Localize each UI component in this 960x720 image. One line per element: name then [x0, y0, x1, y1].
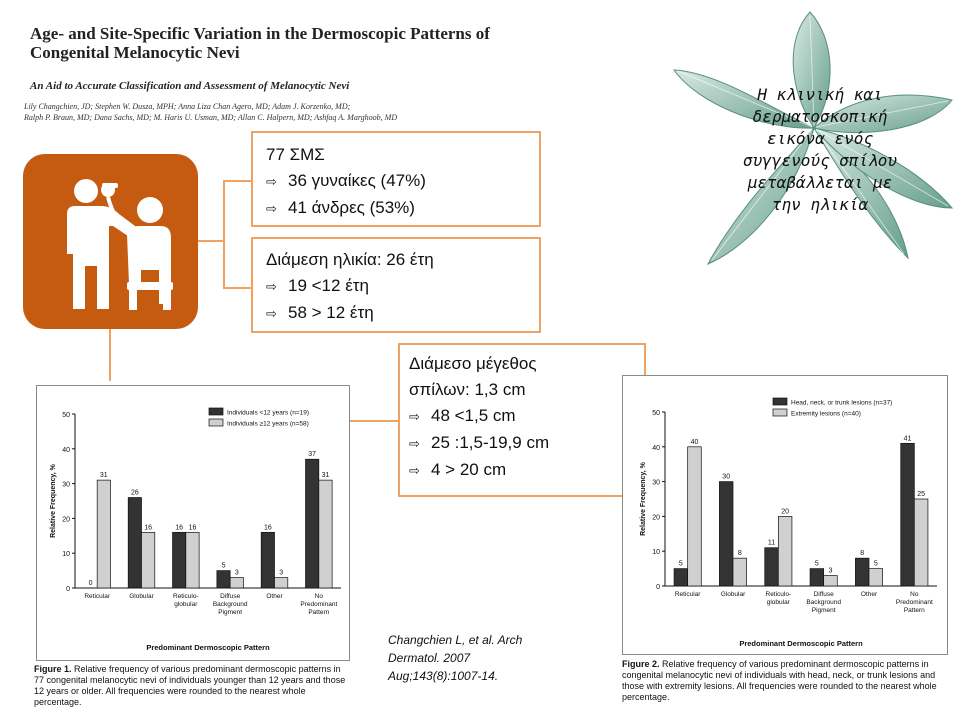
data-label: 5	[678, 560, 683, 568]
box3-small: ⇨ 48 <1,5 cm	[409, 403, 644, 430]
bar	[142, 532, 155, 588]
x-axis-title: Predominant Dermoscopic Pattern	[146, 643, 270, 652]
bar	[824, 576, 838, 586]
y-tick-label: 20	[62, 516, 70, 524]
data-label: 37	[308, 451, 317, 459]
bar	[810, 569, 824, 586]
doctor-patient-stethoscope-icon	[23, 154, 198, 329]
bar	[719, 482, 733, 586]
x-tick-label: Reticular	[674, 591, 701, 598]
data-label: 16	[144, 524, 153, 532]
connector-icon-fig1	[109, 329, 111, 381]
x-tick-label: No	[314, 593, 323, 600]
y-axis-title: Relative Frequency, %	[640, 462, 647, 536]
legend-label: Extremity lesions (n=40)	[791, 410, 861, 418]
figure-1-chart	[37, 386, 349, 660]
figure-1-panel	[36, 385, 350, 661]
authors-line-2: Ralph P. Braun, MD; Dana Sachs, MD; M. Haris U. Usman, MD; Allan C. Halpern, MD; Ashfaq A. Marghoob, MD	[24, 113, 398, 122]
doctor-icon-tile	[23, 154, 198, 329]
bar	[869, 569, 883, 586]
citation-line-1: Changchien L, et al. Arch	[388, 633, 523, 647]
data-label: 16	[263, 524, 272, 532]
citation-line-2: Dermatol. 2007	[388, 651, 471, 665]
x-tick-label: Reticulo-	[765, 591, 792, 598]
paper-title: Age- and Site-Specific Variation in the Dermoscopic Patterns of Congenital Melanocytic Nevi	[30, 24, 490, 62]
box2-over-12: ⇨ 58 > 12 έτη	[266, 300, 539, 327]
stats-box-sex	[251, 131, 541, 227]
stats-box-age	[251, 237, 541, 333]
flower-line-1: Η κλινική και	[757, 85, 883, 104]
bar	[97, 480, 110, 588]
figure-2-caption-label: Figure 2.	[622, 659, 660, 669]
open-right-arrow-icon: ⇨	[266, 201, 277, 216]
bar	[778, 516, 792, 586]
x-tick-label: Diffuse	[813, 591, 834, 598]
connector-bracket-v	[223, 180, 225, 288]
stats-box-size	[398, 343, 646, 497]
bar	[688, 447, 702, 586]
open-right-arrow-icon: ⇨	[409, 463, 420, 478]
box3-medium: ⇨ 25 :1,5-19,9 cm	[409, 430, 644, 457]
data-label: 25	[917, 491, 926, 498]
x-tick-label: Predominant	[300, 601, 338, 608]
figure-2-caption	[622, 659, 952, 703]
bar	[275, 578, 288, 588]
data-label: 8	[737, 550, 742, 558]
box1-women: ⇨ 36 γυναίκες (47%)	[266, 168, 539, 195]
x-tick-label: Other	[266, 593, 283, 600]
y-tick-label: 0	[66, 586, 70, 593]
y-tick-label: 50	[652, 410, 660, 417]
x-tick-label: Pigment	[218, 609, 243, 616]
data-label: 8	[860, 550, 865, 558]
box3-large: ⇨ 4 > 20 cm	[409, 457, 644, 484]
connector-icon-box1-h	[198, 240, 224, 242]
box3-median-size-1: Διάμεσο μέγεθος	[409, 354, 537, 373]
flower-line-3: εικόνα ενός	[767, 129, 873, 148]
x-tick-label: globular	[174, 601, 198, 608]
x-tick-label: Pigment	[811, 607, 836, 614]
bar	[733, 558, 747, 586]
data-label: 20	[781, 508, 790, 516]
legend-label: Head, neck, or trunk lesions (n=37)	[791, 399, 893, 407]
bar	[186, 532, 199, 588]
flower-line-6: την ηλικία	[771, 195, 869, 214]
x-tick-label: Globular	[129, 593, 154, 600]
legend-swatch	[209, 419, 223, 426]
y-axis-title: Relative Frequency, %	[50, 464, 57, 538]
x-axis-title: Predominant Dermoscopic Pattern	[739, 639, 863, 648]
x-tick-label: Reticulo-	[173, 593, 199, 600]
x-tick-label: Background	[806, 599, 842, 606]
figure-2-caption-text: Relative frequency of various predominant dermoscopic patterns in congenital melanocytic nevi of individuals with head, neck, or trunk lesions and those with extremity lesions. All frequencies were rounded to the nearest whole percentage.	[622, 659, 937, 702]
y-tick-label: 50	[62, 412, 70, 419]
x-tick-label: Pattern	[903, 607, 925, 614]
bar	[674, 569, 688, 586]
legend-swatch	[773, 409, 787, 416]
data-label: 31	[99, 472, 108, 480]
data-label: 16	[175, 524, 184, 532]
figure-1-caption	[34, 664, 350, 708]
y-tick-label: 40	[652, 444, 660, 452]
data-label: 40	[690, 438, 699, 446]
data-label: 41	[903, 435, 912, 443]
bar	[306, 459, 319, 588]
data-label: 5	[873, 560, 878, 568]
data-label: 3	[234, 569, 239, 577]
data-label: 30	[722, 473, 731, 481]
bar	[217, 571, 230, 588]
paper-authors	[24, 101, 494, 123]
open-right-arrow-icon: ⇨	[266, 174, 277, 189]
figure-2-panel	[622, 375, 948, 655]
data-label: 31	[321, 472, 330, 480]
legend-label: Individuals <12 years (n=19)	[227, 409, 310, 417]
bar	[901, 443, 915, 586]
bar	[230, 578, 243, 588]
box3-median-size-2: σπίλων: 1,3 cm	[409, 380, 526, 399]
box2-median-age: Διάμεση ηλικία: 26 έτη	[266, 250, 434, 269]
x-tick-label: No	[910, 591, 919, 598]
legend-swatch	[773, 398, 787, 405]
data-label: 11	[767, 539, 776, 547]
x-tick-label: Reticular	[84, 593, 110, 600]
x-tick-label: globular	[766, 599, 790, 606]
flower-caption	[700, 84, 940, 216]
bar	[319, 480, 332, 588]
box1-men: ⇨ 41 άνδρες (53%)	[266, 195, 539, 222]
y-tick-label: 0	[656, 584, 660, 591]
figure-1-caption-text: Relative frequency of various predominant dermoscopic patterns in 77 congenital melanocytic nevi of individuals younger than 12 years and those 12 years or older. All frequencies were rounded to the nearest whole percentage.	[34, 664, 346, 707]
data-label: 26	[130, 489, 139, 497]
bar	[128, 498, 141, 588]
legend-swatch	[209, 408, 223, 415]
bar	[765, 548, 779, 586]
figure-2-chart	[623, 376, 947, 654]
bar	[855, 558, 869, 586]
citation-line-3: Aug;143(8):1007-14.	[388, 669, 499, 683]
y-tick-label: 10	[62, 551, 70, 559]
x-tick-label: Other	[860, 591, 878, 598]
bar	[261, 532, 274, 588]
data-label: 16	[188, 524, 197, 532]
open-right-arrow-icon: ⇨	[266, 306, 277, 321]
open-right-arrow-icon: ⇨	[409, 409, 420, 424]
box1-total: 77 ΣΜΣ	[266, 145, 325, 164]
flower-line-5: μεταβάλλεται με	[747, 173, 893, 192]
x-tick-label: Diffuse	[220, 593, 241, 600]
open-right-arrow-icon: ⇨	[266, 279, 277, 294]
x-tick-label: Predominant	[895, 599, 933, 606]
y-tick-label: 30	[652, 479, 660, 487]
x-tick-label: Globular	[720, 591, 746, 598]
y-tick-label: 10	[652, 549, 660, 557]
paper-subtitle: An Aid to Accurate Classification and Assessment of Melanocytic Nevi	[30, 80, 350, 92]
data-label: 5	[221, 562, 226, 570]
bar	[914, 499, 928, 586]
citation	[388, 631, 608, 685]
connector-to-box1	[223, 180, 251, 182]
y-tick-label: 40	[62, 446, 70, 454]
y-tick-label: 30	[62, 481, 70, 489]
open-right-arrow-icon: ⇨	[409, 436, 420, 451]
flower-line-4: συγγενούς σπίλου	[742, 151, 898, 170]
data-label: 3	[279, 569, 284, 577]
y-tick-label: 20	[652, 514, 660, 522]
x-tick-label: Pattern	[308, 609, 330, 616]
x-tick-label: Background	[212, 601, 248, 608]
authors-line-1: Lily Changchien, JD; Stephen W. Dusza, MPH; Anna Liza Chan Agero, MD; Adam J. Korzenko, MD;	[24, 102, 351, 111]
data-label: 3	[828, 567, 833, 575]
legend-label: Individuals ≥12 years (n=58)	[227, 420, 309, 428]
connector-to-box2	[223, 287, 251, 289]
figure-1-caption-label: Figure 1.	[34, 664, 72, 674]
flower-line-2: δερματοσκοπική	[752, 107, 888, 126]
connector-fig1-box3	[350, 420, 400, 422]
data-label: 0	[88, 580, 93, 587]
box2-under-12: ⇨ 19 <12 έτη	[266, 273, 539, 300]
bar	[173, 532, 186, 588]
data-label: 5	[814, 560, 819, 568]
